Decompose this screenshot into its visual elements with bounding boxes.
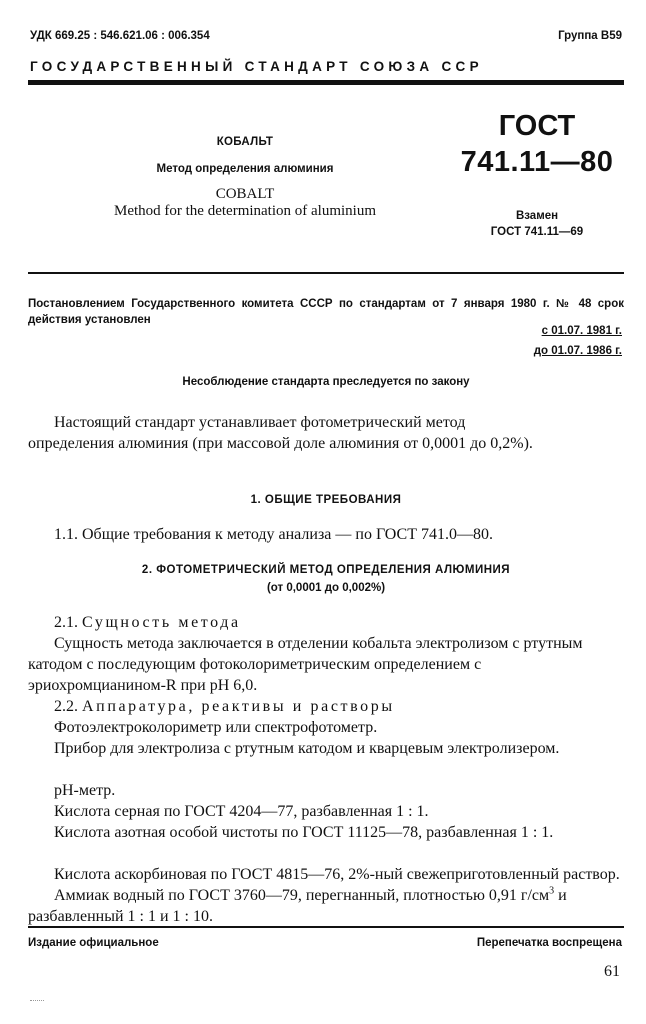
middle-rule <box>28 272 624 274</box>
edition-note: Издание официальное <box>28 937 159 949</box>
intro-first-line: Настоящий стандарт устанавливает фотометрический метод <box>54 414 466 431</box>
reagent-item: Фотоэлектроколориметр или спектрофотометр. <box>54 719 378 736</box>
reprint-note: Перепечатка воспрещена <box>476 937 622 949</box>
reagent-item: pH-метр. <box>54 782 116 799</box>
subsection-2-1-number: 2.1. <box>54 614 78 631</box>
subsection-2-2-title: Аппаратура, реактивы и растворы <box>82 698 395 715</box>
resolution-text: Постановлением Государственного комитета СССР по стандартам от 7 января 1980 г. № 48 срок действия установлен <box>28 298 624 326</box>
bottom-rule <box>28 926 624 928</box>
subsection-2-1-text <box>28 633 622 696</box>
title-ru: КОБАЛЬТ <box>216 136 274 148</box>
subtitle-en: Method for the determination of aluminium <box>113 203 377 219</box>
title-en: COBALT <box>215 186 275 202</box>
replaces-label: Взамен <box>515 210 559 222</box>
page-number: 61 <box>604 963 620 980</box>
reagent-item: Кислота аскорбиновая по ГОСТ 4815—76, 2%-ный свежеприготовленный раствор. <box>54 866 620 883</box>
section-2-range: (от 0,0001 до 0,002%) <box>266 582 386 594</box>
group-code: Группа В59 <box>558 30 622 42</box>
replaces-gost: ГОСТ 741.11—69 <box>490 226 584 238</box>
gost-label: ГОСТ <box>498 110 576 142</box>
paragraph-1-1: 1.1. Общие требования к методу анализа — по ГОСТ 741.0—80. <box>54 526 493 543</box>
reagent-item: Кислота серная по ГОСТ 4204—77, разбавленная 1 : 1. <box>54 803 429 820</box>
subsection-2-1-body: Сущность метода заключается в отделении кобальта электролизом с ртутным катодом с последующим фотоколориметрическим определением с эриохромцианином-R при pH 6,0. <box>28 635 583 694</box>
section-2-title: 2. ФОТОМЕТРИЧЕСКИЙ МЕТОД ОПРЕДЕЛЕНИЯ АЛЮМИНИЯ <box>141 564 511 576</box>
gost-number: 741.11—80 <box>460 146 614 178</box>
subsection-2-1-title: Сущность метода <box>82 614 241 631</box>
valid-from-date: с 01.07. 1981 г. <box>541 325 622 337</box>
subtitle-ru: Метод определения алюминия <box>156 163 334 175</box>
law-notice: Несоблюдение стандарта преследуется по закону <box>182 376 470 388</box>
reagent-item: Кислота азотная особой чистоты по ГОСТ 11125—78, разбавленная 1 : 1. <box>54 824 554 841</box>
section-1-title: 1. ОБЩИЕ ТРЕБОВАНИЯ <box>250 494 402 506</box>
subsection-2-2-number: 2.2. <box>54 698 78 715</box>
subsection-2-1-heading <box>54 612 624 633</box>
scan-mark <box>30 1000 44 1002</box>
reagent-item-ammonia: Аммиак водный по ГОСТ 3760—79, перегнанный, плотностью 0,91 $г/см^3$ и разбавленный 1 : 1 и 1 : 10. <box>28 885 567 925</box>
intro-continuation: определения алюминия (при массовой доле алюминия от 0,0001 до 0,2%). <box>28 435 533 452</box>
reagent-item: Прибор для электролиза с ртутным катодом и кварцевым электролизером. <box>54 740 560 757</box>
valid-to-date: до 01.07. 1986 г. <box>533 345 622 357</box>
state-standard-heading: ГОСУДАРСТВЕННЫЙ СТАНДАРТ СОЮЗА ССР <box>30 59 483 74</box>
subsection-2-2-heading <box>54 696 624 717</box>
top-rule <box>28 80 624 85</box>
udk-code: УДК 669.25 : 546.621.06 : 006.354 <box>30 30 210 42</box>
